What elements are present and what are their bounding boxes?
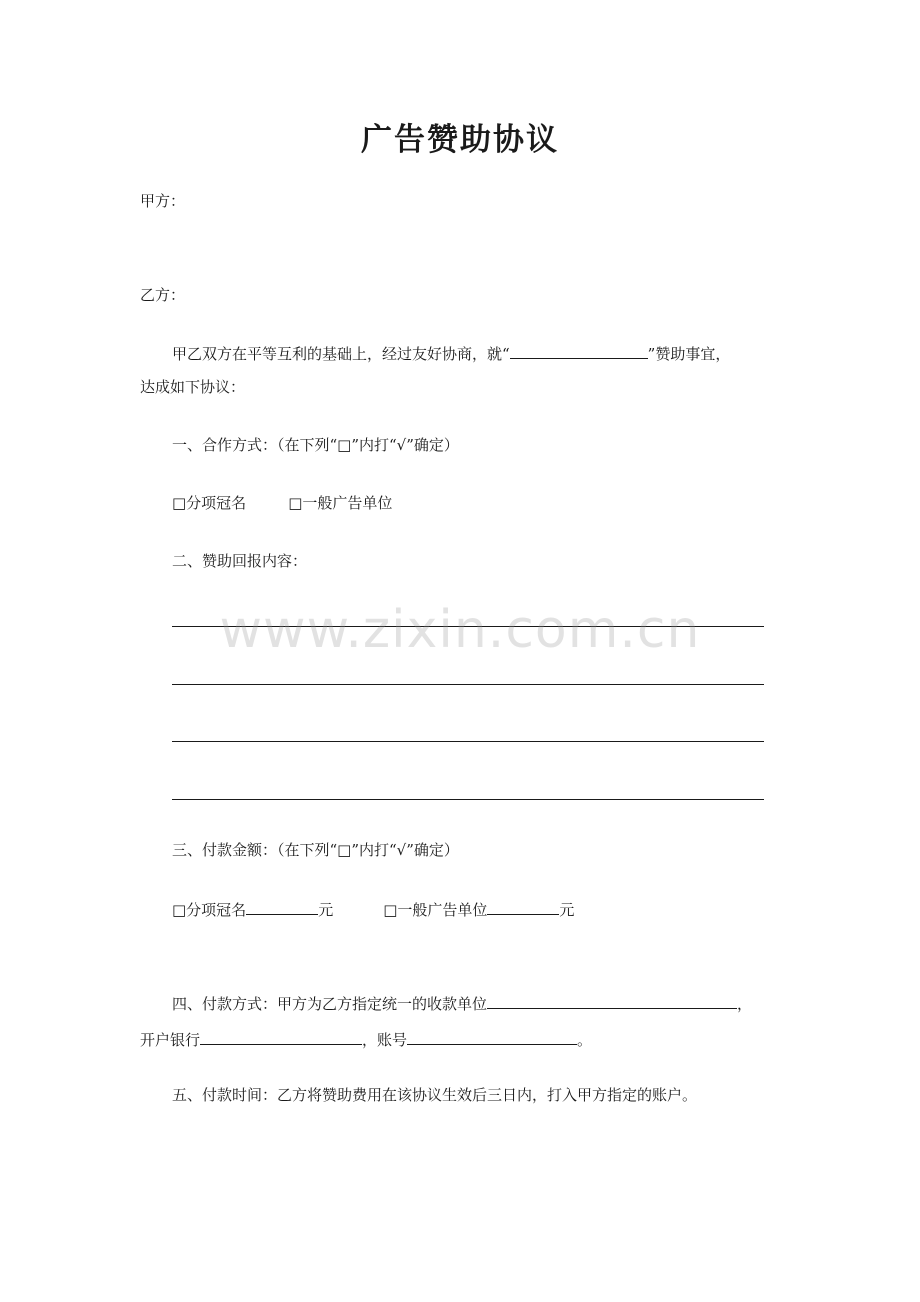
party-a-label: 甲方： bbox=[140, 192, 186, 210]
section2-heading: 二、赞助回报内容： bbox=[172, 552, 308, 570]
party-b-label: 乙方： bbox=[140, 286, 186, 304]
bank-blank[interactable] bbox=[200, 1028, 362, 1045]
account-label: ，账号 bbox=[362, 1031, 408, 1049]
section1-option-title-sponsor[interactable]: □分项冠名 bbox=[172, 494, 247, 512]
currency-unit: 元 bbox=[318, 901, 334, 919]
section1-option-general-advertiser[interactable]: □一般广告单位 bbox=[288, 494, 393, 512]
document-title: 广告赞助协议 bbox=[361, 122, 559, 158]
return-content-blank-line-3[interactable] bbox=[172, 741, 764, 742]
intro-paragraph-line1 bbox=[172, 342, 730, 364]
section3-heading: 三、付款金额：（在下列“□”内打“√”确定） bbox=[172, 841, 459, 859]
title-sponsor-amount-blank[interactable] bbox=[246, 898, 318, 915]
sponsorship-event-blank[interactable] bbox=[510, 342, 648, 359]
account-number-blank[interactable] bbox=[407, 1028, 577, 1045]
intro-text-end: ”赞助事宜， bbox=[647, 345, 731, 363]
section4-line1 bbox=[172, 992, 752, 1014]
section1-heading: 一、合作方式：（在下列“□”内打“√”确定） bbox=[172, 436, 459, 454]
section4-period: 。 bbox=[577, 1031, 593, 1049]
payee-unit-blank[interactable] bbox=[487, 992, 737, 1009]
section3-option-general-advertiser[interactable]: □一般广告单位 bbox=[383, 901, 488, 919]
section3-options bbox=[172, 898, 574, 920]
section5-text: 五、付款时间：乙方将赞助费用在该协议生效后三日内，打入甲方指定的账户。 bbox=[172, 1086, 698, 1104]
bank-label: 开户银行 bbox=[140, 1031, 201, 1049]
return-content-blank-line-1[interactable] bbox=[172, 626, 764, 627]
return-content-blank-line-4[interactable] bbox=[172, 799, 764, 800]
watermark: www.zixin.com.cn bbox=[219, 600, 701, 660]
intro-text-start: 甲乙双方在平等互利的基础上，经过友好协商，就“ bbox=[172, 345, 510, 363]
section4-line2 bbox=[140, 1028, 592, 1050]
section4-comma: ， bbox=[737, 995, 753, 1013]
section3-option-title-sponsor[interactable]: □分项冠名 bbox=[172, 901, 247, 919]
currency-unit: 元 bbox=[559, 901, 575, 919]
intro-paragraph-line2: 达成如下协议： bbox=[140, 378, 246, 396]
section1-options bbox=[172, 493, 392, 513]
return-content-blank-line-2[interactable] bbox=[172, 684, 764, 685]
general-advertiser-amount-blank[interactable] bbox=[487, 898, 559, 915]
section4-text: 四、付款方式：甲方为乙方指定统一的收款单位 bbox=[172, 995, 488, 1013]
